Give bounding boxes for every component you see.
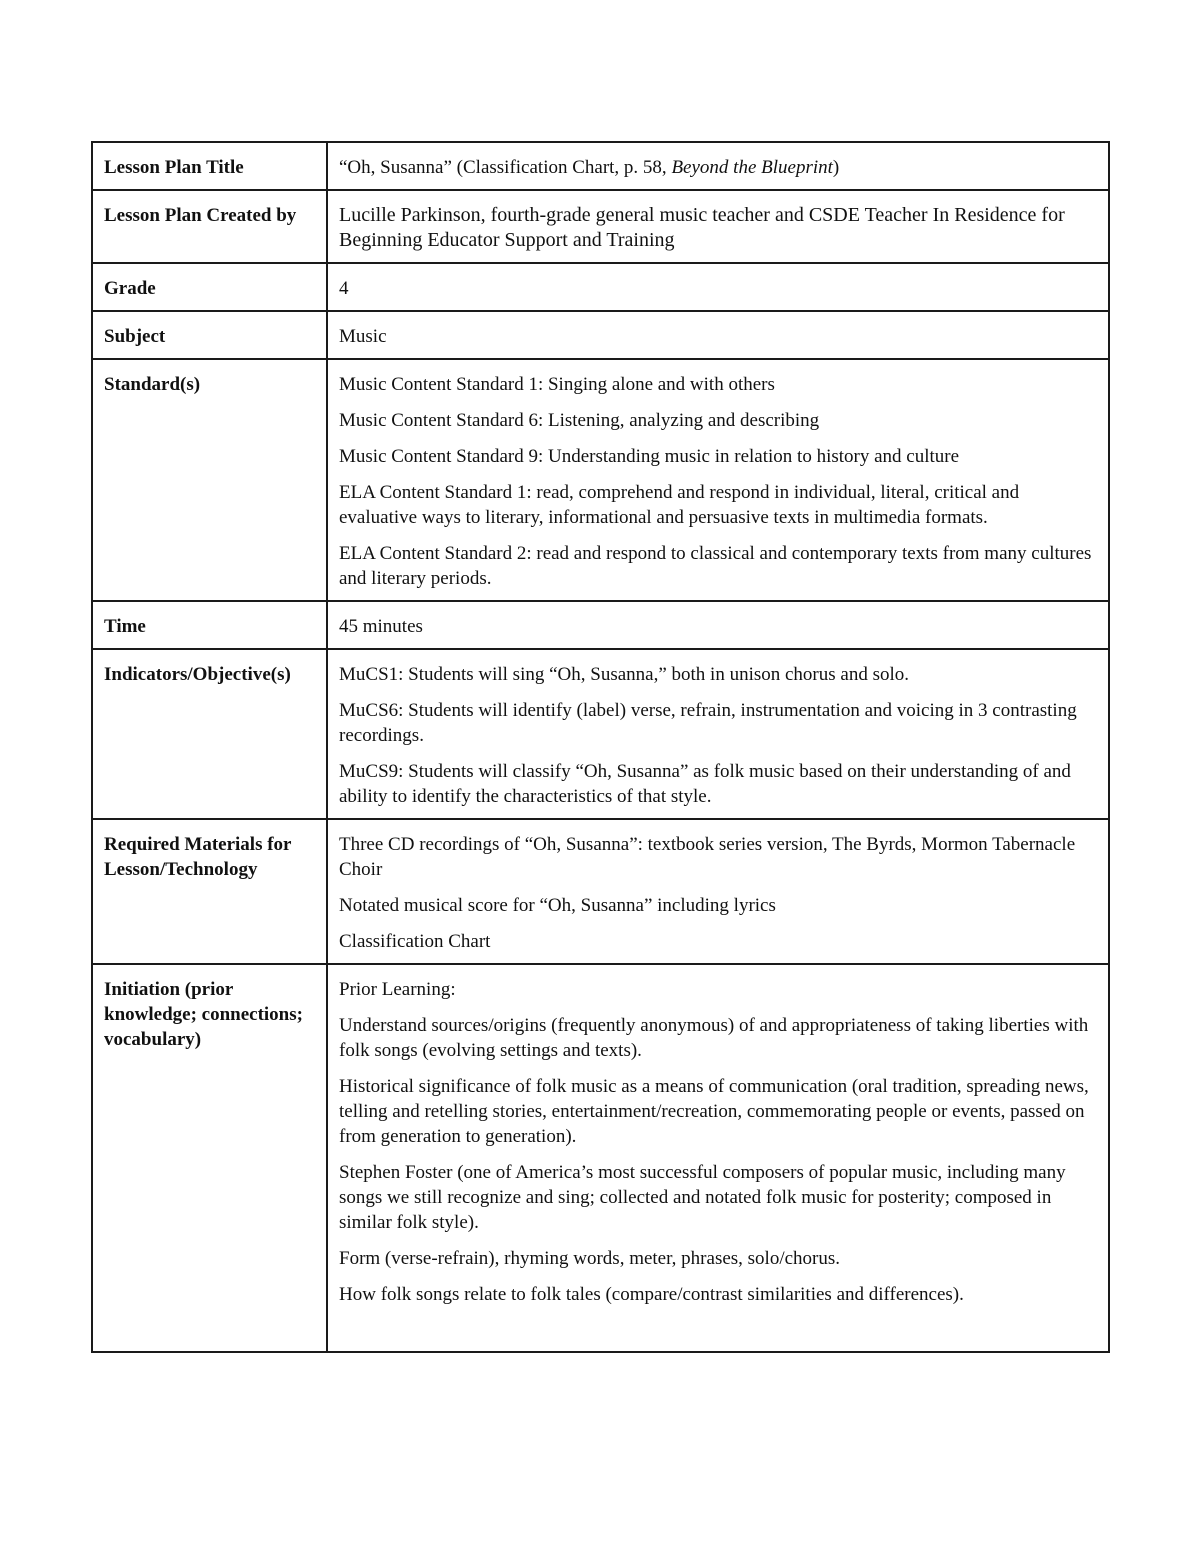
title-text: “Oh, Susanna” (Classification Chart, p. 58, xyxy=(339,157,672,178)
label-subject: Subject xyxy=(92,311,327,359)
row-initiation xyxy=(92,964,1109,1352)
standard-item: ELA Content Standard 2: read and respond to classical and contemporary texts from many cultures and literary periods. xyxy=(339,543,1092,589)
label-created-by: Lesson Plan Created by xyxy=(92,190,327,263)
row-grade xyxy=(92,263,1109,311)
standard-item: Music Content Standard 6: Listening, analyzing and describing xyxy=(339,410,820,431)
standard-item: Music Content Standard 9: Understanding music in relation to history and culture xyxy=(339,446,960,467)
material-item: Classification Chart xyxy=(339,931,491,952)
value-initiation xyxy=(327,964,1109,1352)
value-subject: Music xyxy=(327,311,1109,359)
row-standards xyxy=(92,359,1109,601)
objective-item: MuCS6: Students will identify (label) verse, refrain, instrumentation and voicing in 3 contrasting recordings. xyxy=(339,700,1077,746)
initiation-item: Prior Learning: xyxy=(339,979,456,1000)
row-lesson-plan-title xyxy=(92,142,1109,190)
title-close-paren: ) xyxy=(832,157,840,178)
label-initiation: Initiation (prior knowledge; connections; vocabulary) xyxy=(92,964,327,1352)
value-objectives xyxy=(327,649,1109,819)
value-grade: 4 xyxy=(327,263,1109,311)
initiation-item: How folk songs relate to folk tales (compare/contrast similarities and differences). xyxy=(339,1284,964,1305)
initiation-item: Historical significance of folk music as a means of communication (oral tradition, spreading news, telling and retelling stories, entertainment/recreation, commemorating people or events, passed on from generation to generation). xyxy=(339,1076,1089,1147)
row-objectives xyxy=(92,649,1109,819)
value-standards xyxy=(327,359,1109,601)
value-materials xyxy=(327,819,1109,964)
objective-item: MuCS9: Students will classify “Oh, Susanna” as folk music based on their understanding of and ability to identify the characteristics of that style. xyxy=(339,761,1071,807)
lesson-plan-table xyxy=(91,141,1110,1353)
objective-item: MuCS1: Students will sing “Oh, Susanna,” both in unison chorus and solo. xyxy=(339,664,909,685)
row-materials xyxy=(92,819,1109,964)
material-item: Three CD recordings of “Oh, Susanna”: textbook series version, The Byrds, Mormon Tabernacle Choir xyxy=(339,834,1076,880)
label-grade: Grade xyxy=(92,263,327,311)
row-lesson-plan-created-by xyxy=(92,190,1109,263)
standard-item: Music Content Standard 1: Singing alone and with others xyxy=(339,374,775,395)
label-materials: Required Materials for Lesson/Technology xyxy=(92,819,327,964)
value-time: 45 minutes xyxy=(327,601,1109,649)
value-created-by: Lucille Parkinson, fourth-grade general music teacher and CSDE Teacher In Residence for Beginning Educator Support and Training xyxy=(327,190,1109,263)
material-item: Notated musical score for “Oh, Susanna” including lyrics xyxy=(339,895,776,916)
initiation-item: Stephen Foster (one of America’s most successful composers of popular music, including many songs we still recognize and sing; collected and notated folk music for posterity; composed in similar folk style). xyxy=(339,1162,1066,1233)
label-lesson-plan-title: Lesson Plan Title xyxy=(92,142,327,190)
row-subject xyxy=(92,311,1109,359)
initiation-item: Form (verse-refrain), rhyming words, meter, phrases, solo/chorus. xyxy=(339,1248,841,1269)
row-time xyxy=(92,601,1109,649)
title-book-name: Beyond the Blueprint xyxy=(671,157,833,178)
standard-item: ELA Content Standard 1: read, comprehend and respond in individual, literal, critical and evaluative ways to literary, informational and persuasive texts in multimedia formats. xyxy=(339,482,1020,528)
value-lesson-plan-title xyxy=(327,142,1109,190)
label-objectives: Indicators/Objective(s) xyxy=(92,649,327,819)
label-standards: Standard(s) xyxy=(92,359,327,601)
initiation-item: Understand sources/origins (frequently anonymous) of and appropriateness of taking liberties with folk songs (evolving settings and texts). xyxy=(339,1015,1089,1061)
label-time: Time xyxy=(92,601,327,649)
